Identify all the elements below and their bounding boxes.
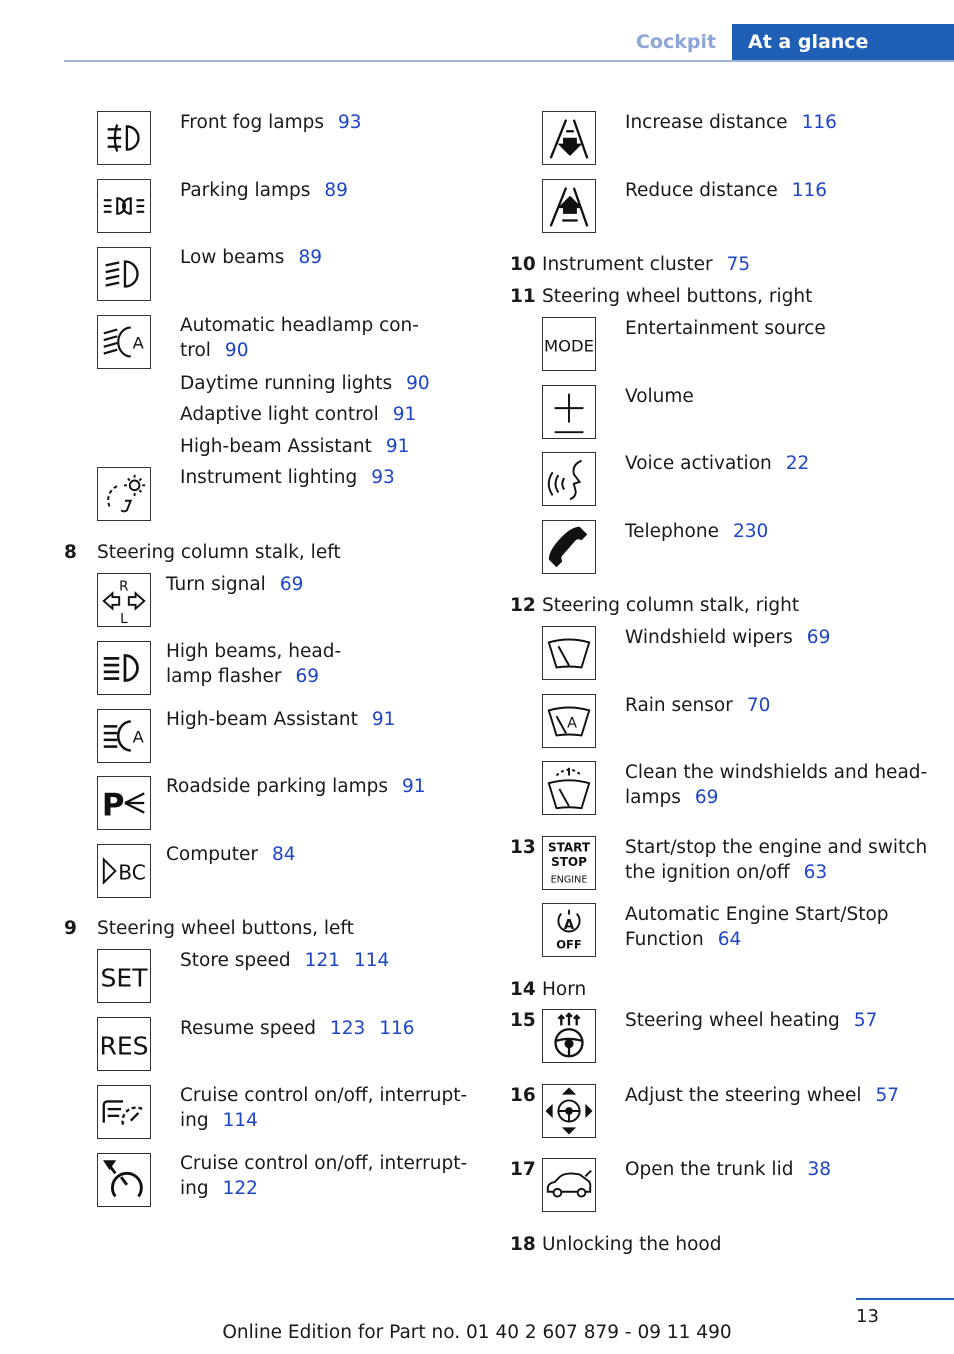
computer-glyph: BC — [118, 860, 146, 885]
telephone-entry — [625, 519, 768, 544]
parking-lamps-entry — [180, 178, 348, 203]
entertainment-source-entry — [625, 316, 826, 341]
edition-footer: Online Edition for Part no. 01 40 2 607 879 - 09 11 490 — [222, 1322, 732, 1343]
entry-label: Rain sensor — [625, 695, 733, 716]
section-number: 11 — [510, 286, 536, 307]
page-ref-link[interactable]: 69 — [806, 627, 831, 648]
set-icon — [97, 949, 151, 1003]
mode-glyph: MODE — [544, 336, 594, 356]
auto-start-stop-entry — [625, 902, 889, 952]
entry-label: Voice activation — [625, 453, 772, 474]
store-speed-entry — [180, 948, 389, 973]
section-title: Steering wheel buttons, right — [542, 286, 813, 307]
resume-speed-entry — [180, 1016, 415, 1041]
trunk-lid-entry — [625, 1157, 831, 1182]
computer-entry — [166, 842, 296, 867]
start-stop-entry — [625, 835, 927, 885]
rain-sensor-glyph: A — [567, 715, 577, 732]
high-beam-assistant-entry — [180, 434, 409, 459]
entry-label: High beams, head- — [166, 641, 342, 662]
entry-label: Cruise control on/off, interrupt- — [180, 1085, 468, 1106]
reduce-distance-entry — [625, 178, 827, 203]
rain-sensor-icon — [542, 694, 596, 748]
section-title: Unlocking the hood — [542, 1234, 722, 1255]
page-ref-link[interactable]: 116 — [791, 180, 828, 201]
page-ref-link[interactable]: 22 — [785, 453, 810, 474]
section-number: 16 — [510, 1085, 536, 1106]
parking-lamps-icon — [97, 179, 151, 233]
section-number: 17 — [510, 1159, 536, 1180]
page-ref-link[interactable]: 38 — [807, 1159, 832, 1180]
page-ref-link[interactable]: 93 — [371, 467, 395, 488]
set-glyph: SET — [100, 963, 148, 993]
page-ref-link[interactable]: 91 — [392, 404, 417, 425]
section-title — [542, 252, 750, 277]
entry-label: Reduce distance — [625, 180, 778, 201]
increase-distance-entry — [625, 110, 837, 135]
page-ref-link[interactable]: 123 — [329, 1018, 366, 1039]
daytime-running-lights-entry — [180, 371, 430, 396]
entry-label: Entertainment source — [625, 318, 826, 339]
entry-label: Parking lamps — [180, 180, 311, 201]
instrument-lighting-entry — [180, 465, 395, 490]
section-number: 15 — [510, 1010, 536, 1031]
stop-glyph: STOP — [551, 854, 587, 869]
entry-label-cont: ing — [180, 1178, 209, 1199]
page-ref-link[interactable]: 69 — [279, 574, 304, 595]
turn-signal-r-glyph: R — [119, 578, 129, 595]
washer-entry — [625, 760, 927, 810]
cruise-control-entry — [180, 1083, 467, 1133]
start-glyph: START — [547, 840, 591, 855]
header-section-label: Cockpit — [635, 31, 717, 53]
section-title: Steering column stalk, left — [97, 542, 341, 563]
section-title: Steering wheel buttons, left — [97, 918, 354, 939]
reduce-distance-icon — [542, 179, 596, 233]
entry-label: Instrument lighting — [180, 467, 358, 488]
volume-entry — [625, 384, 694, 409]
entry-label: High-beam Assistant — [166, 709, 358, 730]
roadside-parking-icon — [97, 776, 151, 830]
res-icon — [97, 1017, 151, 1071]
page-ref-link[interactable]: 70 — [746, 695, 771, 716]
computer-icon — [97, 844, 151, 898]
steering-wheel-heating-icon — [542, 1009, 596, 1063]
auto-headlamp-icon — [97, 315, 151, 369]
entry-label-cont: lamps — [625, 787, 681, 808]
cruise-control-active-icon — [97, 1153, 151, 1207]
section-title: Horn — [542, 979, 587, 1000]
instrument-lighting-icon — [97, 467, 151, 521]
section-number: 9 — [64, 918, 77, 939]
page-ref-link[interactable]: 90 — [406, 373, 430, 394]
page-ref-link[interactable]: 230 — [732, 521, 769, 542]
cruise-control-icon — [97, 1085, 151, 1139]
page-ref-link[interactable]: 63 — [803, 862, 828, 883]
page-number: 13 — [856, 1306, 879, 1327]
low-beam-icon — [97, 247, 151, 301]
entry-label: Store speed — [180, 950, 291, 971]
entry-label: Adjust the steering wheel — [625, 1085, 862, 1106]
cruise-control-active-entry — [180, 1151, 467, 1201]
page-ref-link[interactable]: 57 — [853, 1010, 878, 1031]
header-chapter-label: At a glance — [732, 24, 954, 62]
entry-label-cont: trol — [180, 340, 211, 361]
entry-label-cont: ing — [180, 1110, 209, 1131]
page-ref-link[interactable]: 64 — [717, 929, 742, 950]
entry-label: Roadside parking lamps — [166, 776, 388, 797]
entry-label: Volume — [625, 386, 694, 407]
section-number: 12 — [510, 595, 536, 616]
turn-signal-entry — [166, 572, 303, 597]
page-ref-link[interactable]: 89 — [298, 247, 322, 268]
entry-label: Computer — [166, 844, 258, 865]
washer-icon — [542, 761, 596, 815]
entry-label: Resume speed — [180, 1018, 316, 1039]
mode-icon — [542, 317, 596, 371]
page-ref-link[interactable]: 114 — [222, 1110, 258, 1131]
entry-label-cont: the ignition on/off — [625, 862, 790, 883]
turn-signal-icon — [97, 573, 151, 627]
start-stop-icon — [542, 836, 596, 890]
entry-label: Clean the windshields and head- — [625, 762, 928, 783]
windshield-wipers-entry — [625, 625, 830, 650]
page-ref-link[interactable]: 122 — [222, 1178, 258, 1199]
turn-signal-l-glyph: L — [120, 611, 128, 626]
entry-label: Windshield wipers — [625, 627, 793, 648]
section-title: Steering column stalk, right — [542, 595, 800, 616]
increase-distance-icon — [542, 111, 596, 165]
section-number: 8 — [64, 542, 77, 563]
auto-start-stop-icon — [542, 903, 596, 957]
adjust-steering-wheel-icon — [542, 1084, 596, 1138]
entry-label: Open the trunk lid — [625, 1159, 794, 1180]
entry-label: Turn signal — [166, 574, 266, 595]
high-beam-assistant-icon — [97, 709, 151, 763]
low-beams-entry — [180, 245, 322, 270]
entry-label: Telephone — [625, 521, 719, 542]
entry-label: Start/stop the engine and switch — [625, 837, 928, 858]
page-ref-link[interactable]: 75 — [726, 254, 751, 275]
page-ref-link[interactable]: 89 — [324, 180, 348, 201]
entry-label: Automatic headlamp con- — [180, 315, 419, 336]
page-ref-link[interactable]: 57 — [875, 1085, 900, 1106]
roadside-parking-glyph: P — [101, 787, 125, 824]
trunk-lid-icon — [542, 1158, 596, 1212]
entry-label: Cruise control on/off, interrupt- — [180, 1153, 468, 1174]
section-number: 13 — [510, 837, 536, 858]
steering-wheel-heating-entry — [625, 1008, 877, 1033]
svg-text:A: A — [132, 727, 144, 747]
entry-label-cont: lamp flasher — [166, 666, 282, 687]
entry-label: Daytime running lights — [180, 373, 393, 394]
auto-headlamp-entry — [180, 313, 419, 363]
page-ref-link[interactable]: 116 — [801, 112, 837, 133]
roadside-parking-entry — [166, 774, 426, 799]
section-title-text: Instrument cluster — [542, 254, 713, 275]
page-ref-link[interactable]: 91 — [401, 776, 426, 797]
high-beam-icon — [97, 641, 151, 695]
page-ref-link[interactable]: 93 — [338, 112, 362, 133]
auto-a-glyph: A — [563, 917, 575, 934]
engine-glyph: ENGINE — [550, 874, 588, 886]
page-ref-link[interactable]: 116 — [379, 1018, 415, 1039]
entry-label: Adaptive light control — [180, 404, 379, 425]
entry-label: High-beam Assistant — [180, 436, 372, 457]
voice-activation-entry — [625, 451, 809, 476]
volume-icon — [542, 385, 596, 439]
entry-label: Low beams — [180, 247, 285, 268]
header-rule — [64, 60, 954, 62]
high-beam-assistant-stalk-entry — [166, 707, 395, 732]
entry-label: Automatic Engine Start/Stop — [625, 904, 889, 925]
adaptive-light-control-entry — [180, 402, 416, 427]
high-beams-entry — [166, 639, 341, 689]
section-number: 14 — [510, 979, 536, 1000]
rain-sensor-entry — [625, 693, 770, 718]
section-number: 18 — [510, 1234, 536, 1255]
page-ref-link[interactable]: 114 — [353, 950, 390, 971]
page-ref-link[interactable]: 69 — [295, 666, 320, 687]
entry-label: Steering wheel heating — [625, 1010, 840, 1031]
voice-activation-icon — [542, 452, 596, 506]
res-glyph: RES — [99, 1031, 149, 1061]
auto-off-glyph: OFF — [556, 937, 582, 952]
entry-label: Increase distance — [625, 112, 788, 133]
front-fog-lamp-icon — [97, 111, 151, 165]
section-number: 10 — [510, 254, 536, 275]
page-ref-link[interactable]: 90 — [224, 340, 249, 361]
entry-label-cont: Function — [625, 929, 704, 950]
page-ref-link[interactable]: 91 — [385, 436, 410, 457]
page-ref-link[interactable]: 121 — [304, 950, 340, 971]
entry-label: Front fog lamps — [180, 112, 325, 133]
page-ref-link[interactable]: 91 — [371, 709, 396, 730]
page-ref-link[interactable]: 69 — [694, 787, 719, 808]
svg-text:A: A — [132, 333, 144, 353]
page-number-rule — [856, 1298, 954, 1300]
windshield-wipers-icon — [542, 626, 596, 680]
page-ref-link[interactable]: 84 — [271, 844, 296, 865]
telephone-icon — [542, 520, 596, 574]
adjust-steering-wheel-entry — [625, 1083, 899, 1108]
front-fog-lamps-entry — [180, 110, 362, 135]
